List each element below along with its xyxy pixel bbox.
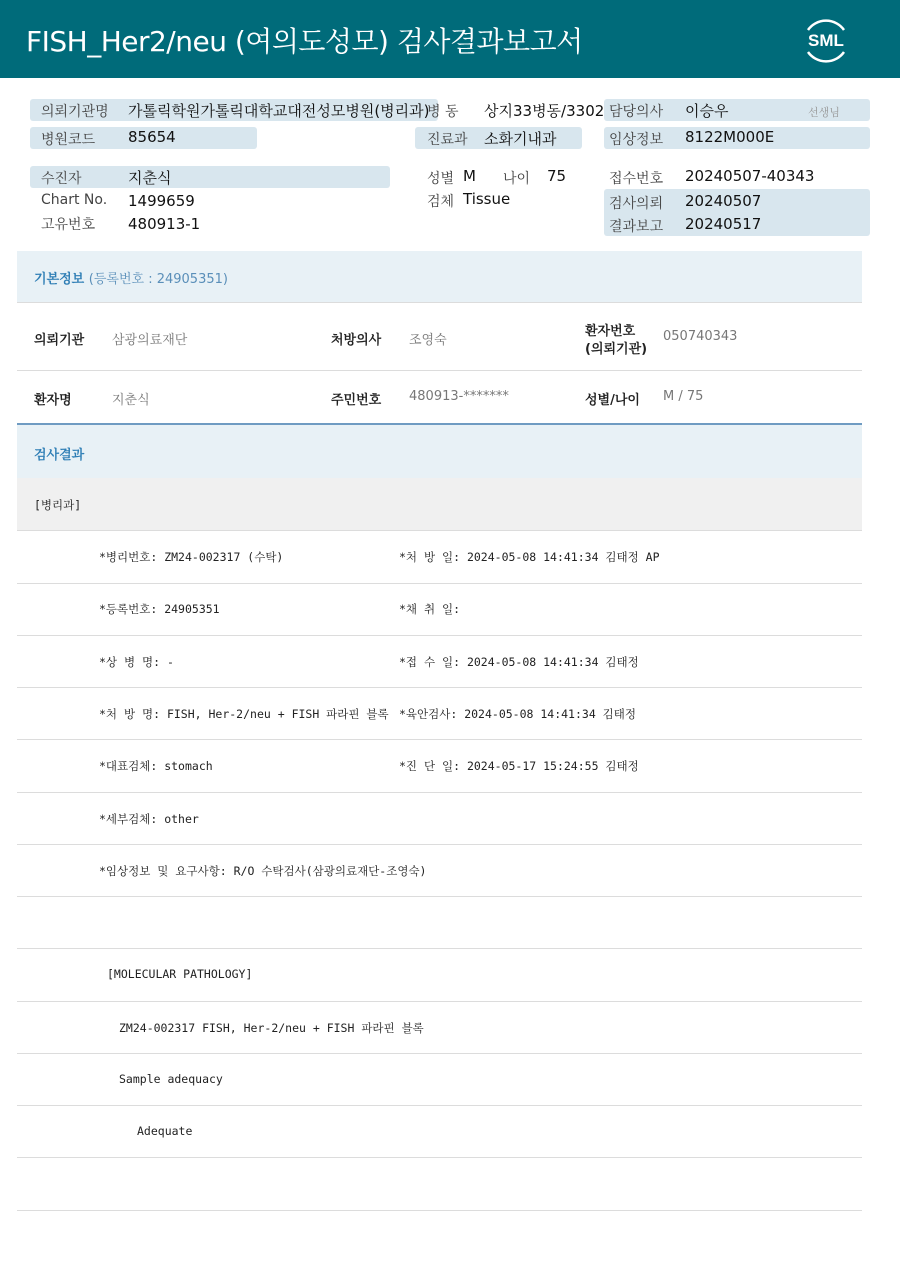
age-value: 75 [547, 167, 567, 185]
ward-value: 상지33병동/3302 [484, 102, 605, 120]
doctor-value: 이승우 [685, 102, 729, 120]
bi-rrn-label: 주민번호 [331, 393, 382, 408]
result-row-left: *세부검체: other [99, 812, 199, 826]
sample-adequacy-value: Adequate [137, 1124, 193, 1138]
doctor-label: 담당의사 [609, 104, 664, 120]
results-department: [병리과] [34, 498, 82, 512]
molecular-pathology-title: [MOLECULAR PATHOLOGY] [107, 967, 253, 981]
divider [17, 844, 862, 845]
bi-doctor-value: 조영숙 [409, 333, 447, 348]
result-row-left: *상 병 명: - [99, 655, 174, 669]
report-date-value: 20240517 [685, 215, 762, 233]
report-header [0, 0, 900, 78]
age-label: 나이 [503, 171, 531, 187]
sex-label: 성별 [427, 171, 455, 187]
report-title: FISH_Her2/neu (여의도성모) 검사결과보고서 [26, 25, 583, 58]
specimen-label: 검체 [427, 194, 455, 210]
unique-no-value: 480913-1 [128, 215, 201, 233]
divider [17, 635, 862, 636]
bi-name-value: 지춘식 [112, 393, 150, 408]
sample-adequacy-label: Sample adequacy [119, 1072, 223, 1086]
divider [17, 687, 862, 688]
divider [17, 948, 862, 949]
bi-sex-age-label: 성별/나이 [585, 393, 640, 408]
bi-name-label: 환자명 [34, 393, 72, 408]
bi-institution-label: 의뢰기관 [34, 333, 85, 348]
divider [17, 739, 862, 740]
divider [17, 896, 862, 897]
result-row-left: *등록번호: 24905351 [99, 602, 220, 616]
specimen-value: Tissue [463, 190, 511, 208]
divider [17, 1053, 862, 1054]
results-title: 검사결과 [34, 448, 85, 463]
result-row-left: *처 방 명: FISH, Her-2/neu + FISH 파라핀 블록 [99, 707, 389, 721]
request-date-label: 검사의뢰 [609, 196, 664, 212]
divider [17, 530, 862, 531]
receipt-no-label: 접수번호 [609, 171, 664, 187]
basic-info-title [34, 268, 228, 287]
sex-value: M [463, 167, 476, 185]
result-row-right: *육안검사: 2024-05-08 14:41:34 김태정 [399, 707, 637, 721]
divider [17, 370, 862, 371]
unique-no-label: 고유번호 [41, 217, 96, 233]
hospital-code-value: 85654 [128, 128, 176, 146]
divider [17, 583, 862, 584]
divider [17, 1001, 862, 1002]
basic-info-title-text: 기본정보 [34, 272, 85, 287]
result-row-right: *채 취 일: [399, 602, 461, 616]
result-row-right: *진 단 일: 2024-05-17 15:24:55 김태정 [399, 759, 639, 773]
bi-institution-value: 삼광의료재단 [112, 333, 188, 348]
clinical-info-value: 8122M000E [685, 128, 775, 146]
clinical-info-label: 임상정보 [609, 132, 664, 148]
divider [17, 792, 862, 793]
result-row-left: *병리번호: ZM24-002317 (수탁) [99, 550, 284, 564]
registration-number: (등록번호 : 24905351) [88, 272, 228, 287]
result-row-left: *대표검체: stomach [99, 759, 213, 773]
divider [17, 1210, 862, 1211]
result-row-right: *접 수 일: 2024-05-08 14:41:34 김태정 [399, 655, 639, 669]
bi-patient-no-label-1: 환자번호 [585, 324, 636, 339]
highlight-patient [30, 166, 390, 188]
patient-value: 지춘식 [128, 169, 172, 187]
case-line: ZM24-002317 FISH, Her-2/neu + FISH 파라핀 블록 [119, 1021, 424, 1035]
chart-no-label: Chart No. [41, 192, 108, 208]
result-row-left: *임상정보 및 요구사항: R/O 수탁검사(삼광의료재단-조영숙) [99, 864, 427, 878]
bi-patient-no-value: 050740343 [663, 329, 738, 344]
divider [17, 302, 862, 303]
bi-patient-no-label-2: (의뢰기관) [585, 342, 648, 357]
result-row-right: *처 방 일: 2024-05-08 14:41:34 김태정 AP [399, 550, 660, 564]
divider [17, 1157, 862, 1158]
chart-no-value: 1499659 [128, 192, 195, 210]
bi-doctor-label: 처방의사 [331, 333, 382, 348]
doctor-suffix: 선생님 [808, 106, 840, 119]
institution-label: 의뢰기관명 [41, 104, 109, 120]
report-date-label: 결과보고 [609, 219, 664, 235]
bi-rrn-value: 480913-******* [409, 389, 509, 404]
sml-logo [800, 14, 852, 66]
department-band [17, 478, 862, 530]
divider [17, 1105, 862, 1106]
ward-label: 병 동 [427, 104, 459, 120]
bi-sex-age-value: M / 75 [663, 389, 704, 404]
request-date-value: 20240507 [685, 192, 762, 210]
receipt-no-value: 20240507-40343 [685, 167, 815, 185]
patient-label: 수진자 [41, 171, 82, 187]
hospital-code-label: 병원코드 [41, 132, 96, 148]
department-label: 진료과 [427, 132, 468, 148]
logo-text: SML [808, 31, 844, 50]
institution-value: 가톨릭학원가톨릭대학교대전성모병원(병리과) [128, 102, 430, 120]
department-value: 소화기내과 [484, 130, 557, 148]
results-band [17, 425, 862, 478]
